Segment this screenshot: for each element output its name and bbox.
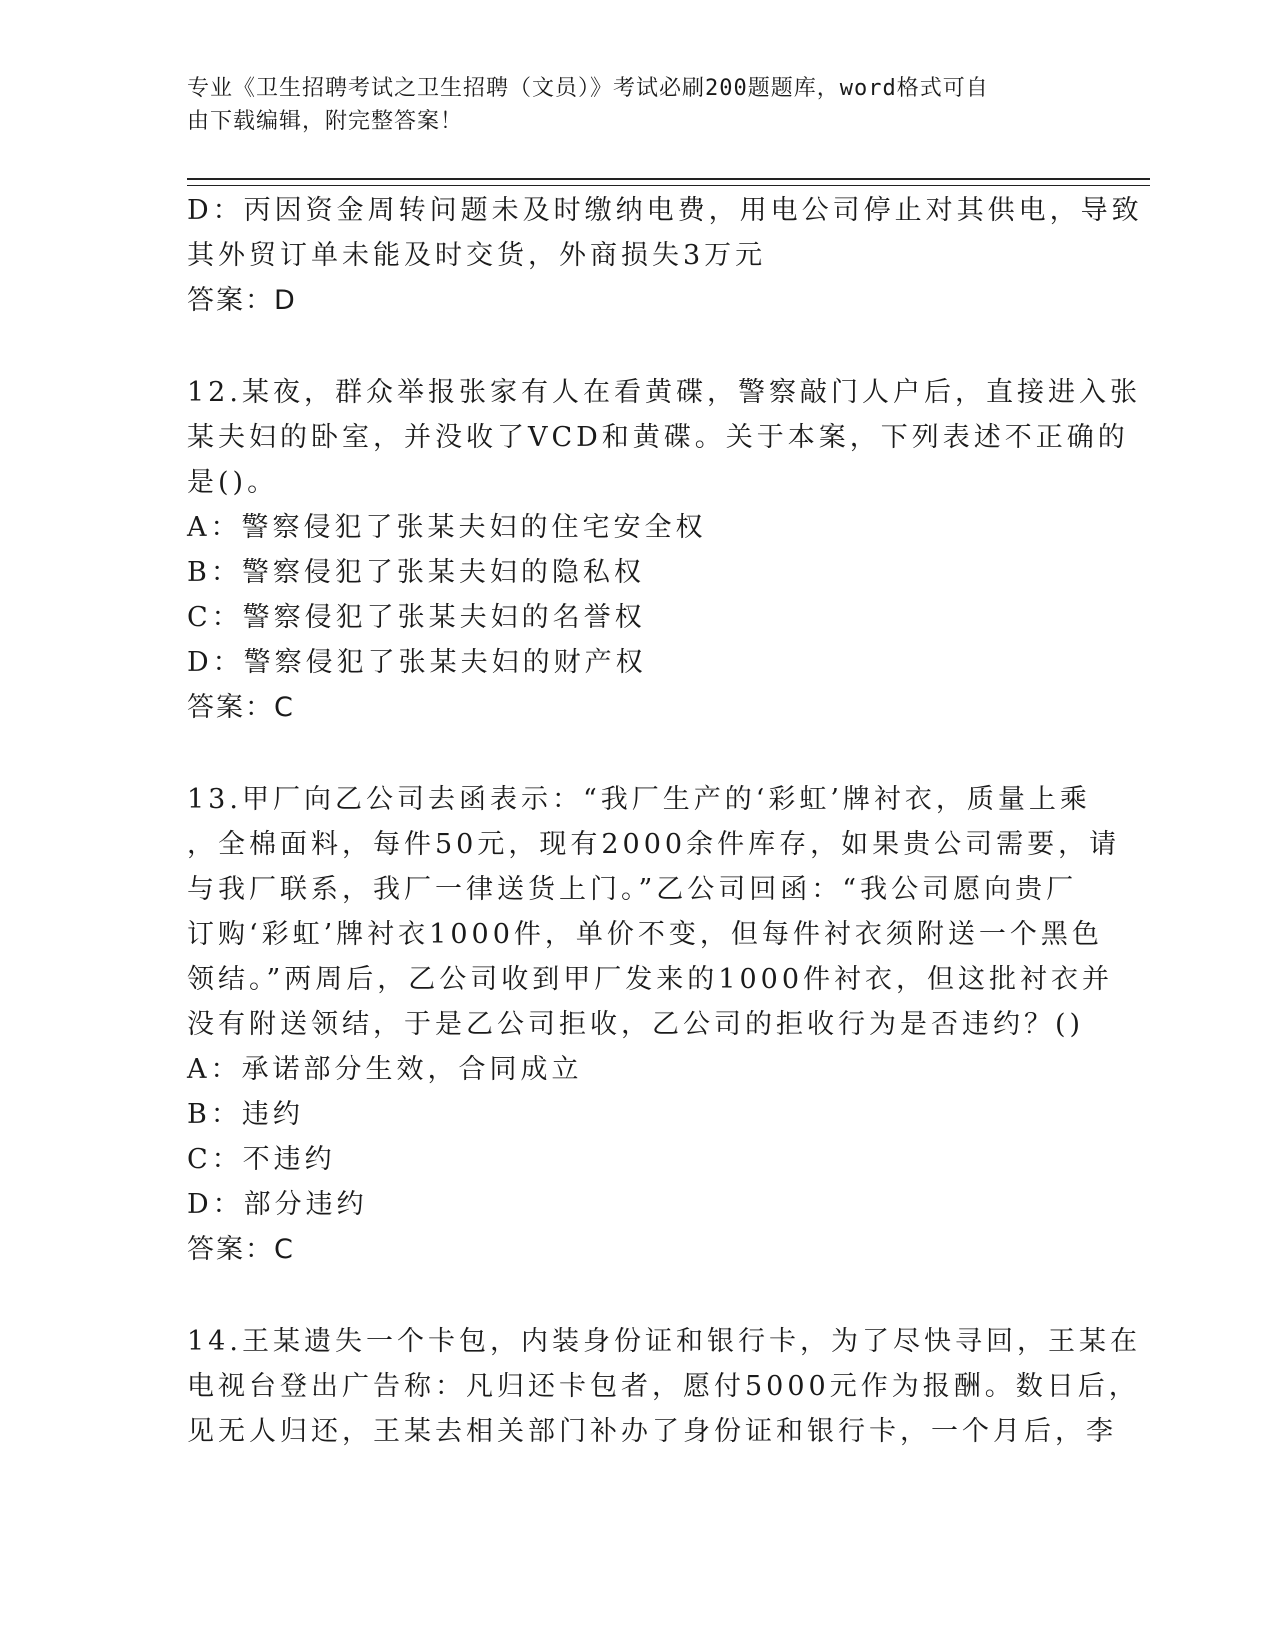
option-b: B：警察侵犯了张某夫妇的隐私权 <box>187 557 645 588</box>
document-body <box>187 188 1143 1454</box>
spacer <box>187 730 1087 777</box>
spacer <box>187 1272 1087 1319</box>
option-d-line-1: D：丙因资金周转问题未及时缴纳电费，用电公司停止对其供电，导致 <box>187 195 1143 226</box>
option-d: D：部分违约 <box>187 1189 368 1220</box>
answer: 答案：C <box>187 1234 295 1265</box>
option-d-line-2: 其外贸订单未能及时交货，外商损失3万元 <box>187 240 767 271</box>
question-stem-line-3: 见无人归还，王某去相关部门补办了身份证和银行卡，一个月后，李 <box>187 1416 1117 1447</box>
header-title-line-2: 由下载编辑，附完整答案！ <box>187 109 464 134</box>
option-b: B：违约 <box>187 1099 304 1130</box>
answer: 答案：D <box>187 285 297 316</box>
header-divider <box>187 178 1150 186</box>
option-c: C：警察侵犯了张某夫妇的名誉权 <box>187 602 646 633</box>
question-14 <box>187 1319 1141 1454</box>
spacer <box>187 323 1087 370</box>
header-title-line-1: 专业《卫生招聘考试之卫生招聘（文员）》考试必刷200题题库，word格式可自 <box>187 76 989 101</box>
question-12 <box>187 370 1141 730</box>
option-c: C：不违约 <box>187 1144 336 1175</box>
question-stem-line-1: 14.王某遗失一个卡包，内装身份证和银行卡，为了尽快寻回，王某在 <box>187 1326 1141 1357</box>
question-stem-line-6: 没有附送领结，于是乙公司拒收，乙公司的拒收行为是否违约？() <box>187 1009 1085 1040</box>
question-stem-line-1: 12.某夜，群众举报张家有人在看黄碟，警察敲门人户后，直接进入张 <box>187 377 1141 408</box>
option-a: A：警察侵犯了张某夫妇的住宅安全权 <box>187 512 707 543</box>
question-stem-line-2: 某夫妇的卧室，并没收了VCD和黄碟。关于本案，下列表述不正确的 <box>187 422 1129 453</box>
document-header <box>187 72 1067 138</box>
question-13 <box>187 777 1121 1272</box>
answer: 答案：C <box>187 692 295 723</box>
question-stem-line-3: 是()。 <box>187 467 279 498</box>
option-a: A：承诺部分生效，合同成立 <box>187 1054 583 1085</box>
question-stem-line-1: 13.甲厂向乙公司去函表示：“我厂生产的‘彩虹’牌衬衣，质量上乘 <box>187 784 1091 815</box>
question-stem-line-2: ，全棉面料，每件50元，现有2000余件库存，如果贵公司需要，请 <box>187 829 1121 860</box>
question-stem-line-4: 订购‘彩虹’牌衬衣1000件，单价不变，但每件衬衣须附送一个黑色 <box>187 919 1103 950</box>
question-stem-line-2: 电视台登出广告称：凡归还卡包者，愿付5000元作为报酬。数日后， <box>187 1371 1140 1402</box>
question-stem-line-3: 与我厂联系，我厂一律送货上门。”乙公司回函：“我公司愿向贵厂 <box>187 874 1078 905</box>
question-11 <box>187 188 1143 323</box>
question-stem-line-5: 领结。”两周后，乙公司收到甲厂发来的1000件衬衣，但这批衬衣并 <box>187 964 1114 995</box>
option-d: D：警察侵犯了张某夫妇的财产权 <box>187 647 647 678</box>
